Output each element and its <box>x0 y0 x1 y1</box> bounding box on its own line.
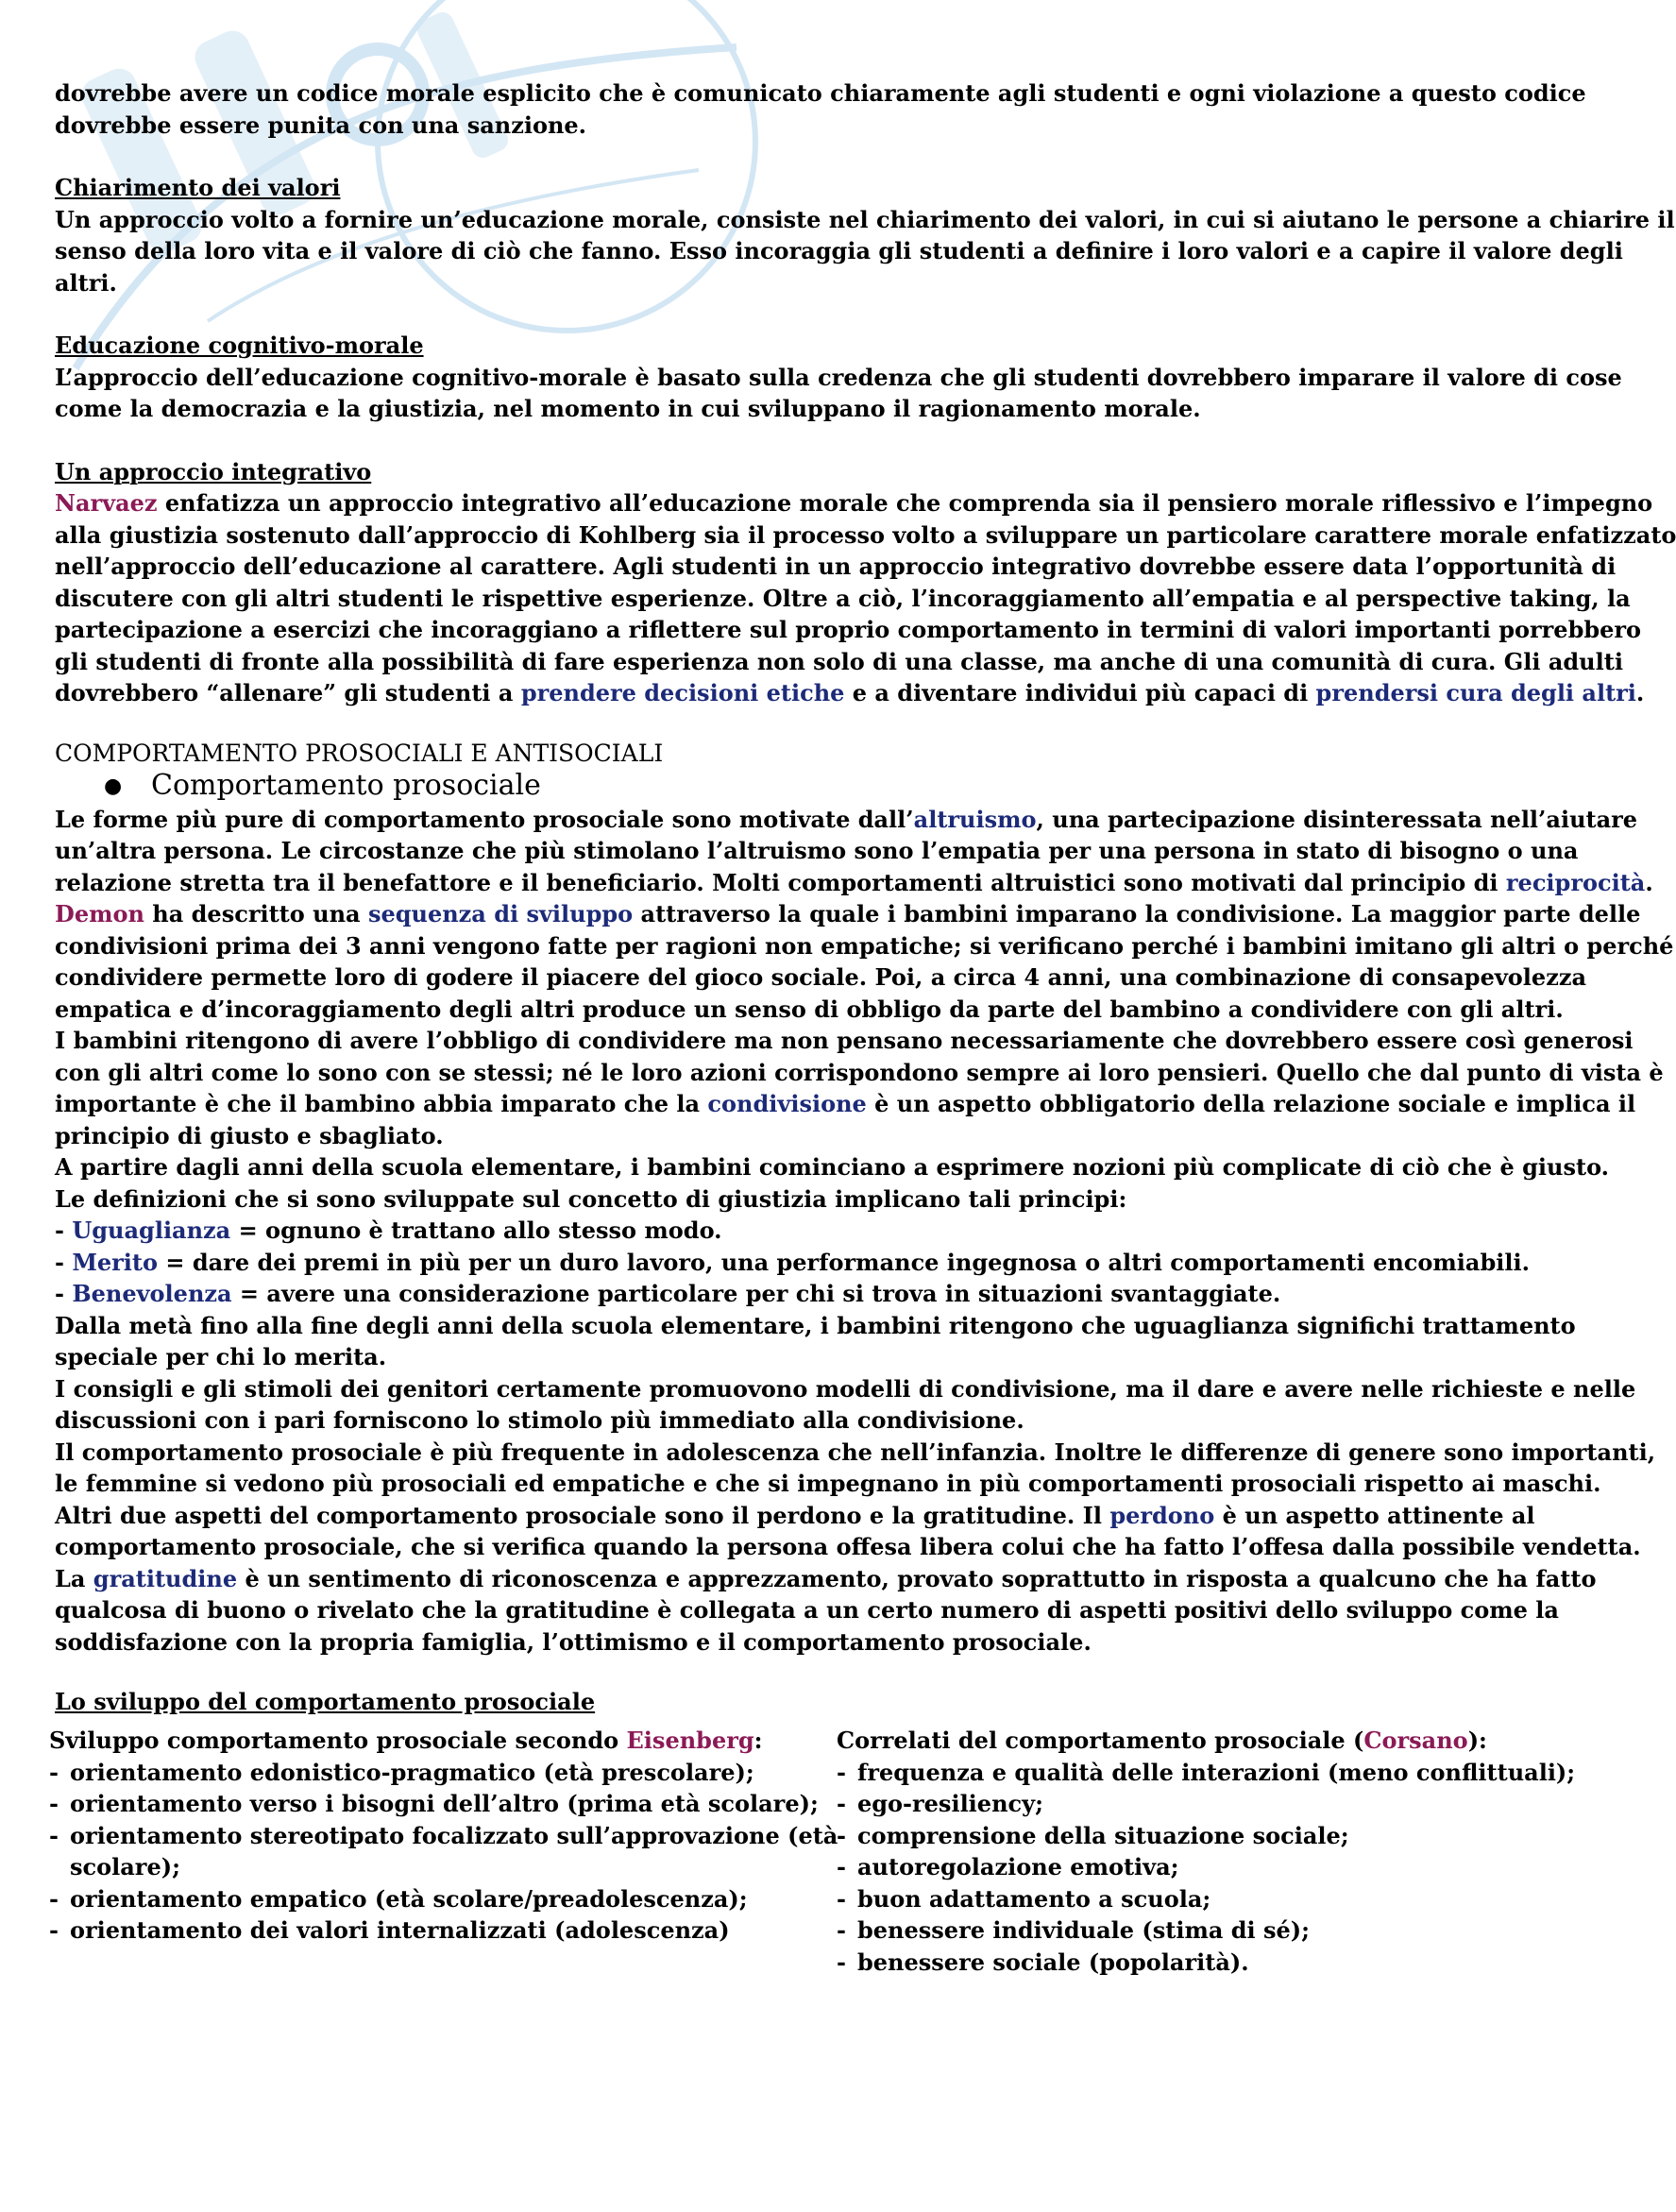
intro-line: dovrebbe avere un codice morale esplicito che è comunicato chiaramente agli studenti e ogni violazione a questo codice <box>55 79 1586 107</box>
paragraph-line: alla giustizia sostenuto dall’approccio di Kohlberg sia il processo volto a sviluppare un particolare carattere morale enfatizzato <box>55 520 1676 549</box>
paragraph-line: gli studenti di fronte alla possibilità di fare esperienza non solo di una classe, ma anche di una comunità di cura. Gli adulti <box>55 647 1623 675</box>
key-term: reciprocità <box>1505 868 1646 896</box>
paragraph-line: partecipazione a esercizi che incoraggiano a riflettere sul proprio comportamento in termini di valori importanti porrebbero <box>55 616 1642 643</box>
paragraph-line: importante è che il bambino abbia imparato che la condivisione è un aspetto obbligatorio della relazione sociale e implica il <box>55 1090 1636 1117</box>
paragraph-line: le femmine si vedono più prosociali ed empatiche e che si impegnano in più comportamenti prosociali rispetto ai maschi. <box>55 1470 1601 1497</box>
paragraph-line: Le definizioni che si sono sviluppate sul concetto di giustizia implicano tali principi: <box>55 1184 1127 1213</box>
key-term: prendersi cura degli altri <box>1315 679 1636 706</box>
list-item: - orientamento stereotipato focalizzato sull’approvazione (età <box>49 1821 838 1849</box>
paragraph-line: discussioni con i pari forniscono lo stimolo più immediato alla condivisione. <box>55 1406 1024 1434</box>
list-item: - comprensione della situazione sociale; <box>837 1821 1349 1849</box>
list-item-continuation: scolare); <box>70 1853 180 1880</box>
key-term: Merito <box>72 1248 159 1276</box>
paragraph-line: L’approccio dell’educazione cognitivo-morale è basato sulla credenza che gli studenti dovrebbero imparare il valore di cose <box>55 363 1622 391</box>
paragraph-line: speciale per chi lo merita. <box>55 1343 387 1370</box>
paragraph-line: soddisfazione con la propria famiglia, l’ottimismo e il comportamento prosociale. <box>55 1627 1092 1656</box>
eisenberg-column <box>49 1725 838 1947</box>
paragraph-line: Il comportamento prosociale è più frequente in adolescenza che nell’infanzia. Inoltre le differenze di genere sono importanti, <box>55 1438 1656 1466</box>
paragraph-line: La gratitudine è un sentimento di riconoscenza e apprezzamento, provato soprattutto in risposta a qualcuno che ha fatto <box>55 1564 1597 1592</box>
list-item: - autoregolazione emotiva; <box>837 1853 1179 1880</box>
paragraph-line: condividere permette loro di godere il piacere del gioco sociale. Poi, a circa 4 anni, una combinazione di consapevolezza <box>55 963 1587 991</box>
column-title: Correlati del comportamento prosociale (Corsano): <box>837 1727 1487 1754</box>
column-title: Sviluppo comportamento prosociale secondo Eisenberg: <box>49 1727 763 1754</box>
document-page <box>55 77 1676 1718</box>
paragraph-line: senso della loro vita e il valore di ciò che fanno. Esso incoraggia gli studenti a definire i loro valori e a capire il valore degli <box>55 237 1623 264</box>
paragraph-line: Demon ha descritto una sequenza di sviluppo attraverso la quale i bambini imparano la condivisione. La maggior parte delle <box>55 900 1641 927</box>
paragraph-line: principio di giusto e sbagliato. <box>55 1121 444 1149</box>
bullet-icon: ● <box>104 774 123 798</box>
subsection-title: ● Comportamento prosociale <box>93 769 1567 804</box>
key-term: Benevolenza <box>72 1280 232 1307</box>
list-item: - benessere sociale (popolarità). <box>837 1948 1249 1976</box>
paragraph-line: altri. <box>55 268 117 297</box>
paragraph-line: relazione stretta tra il benefattore e il beneficiario. Molti comportamenti altruistici sono motivati dal principio di reciprocità. <box>55 868 1653 896</box>
paragraph-line: dovrebbero “allenare” gli studenti a prendere decisioni etiche e a diventare individui più capaci di prendersi cura degli altri. <box>55 679 1645 706</box>
list-item: - orientamento edonistico-pragmatico (età prescolare); <box>49 1758 754 1786</box>
intro-line: dovrebbe essere punita con una sanzione. <box>55 111 587 139</box>
section-title: COMPORTAMENTO PROSOCIALI E ANTISOCIALI <box>55 739 664 767</box>
key-term: gratitudine <box>93 1564 238 1592</box>
paragraph-line: comportamento prosociale, che si verifica quando la persona offesa libera colui che ha fatto l’offesa dalla possibile vendetta. <box>55 1533 1641 1560</box>
key-term: condivisione <box>707 1090 867 1117</box>
paragraph-line: Narvaez enfatizza un approccio integrativo all’educazione morale che comprenda sia il pensiero morale riflessivo e l’impegno <box>55 489 1653 517</box>
paragraph-line: con gli altri come lo sono con se stessi; né le loro azioni corrispondono sempre ai loro pensieri. Quello che dal punto di vista è <box>55 1058 1664 1086</box>
paragraph-line: Un approccio volto a fornire un’educazione morale, consiste nel chiarimento dei valori, in cui si aiutano le persone a chiarire il <box>55 205 1675 233</box>
paragraph-line: come la democrazia e la giustizia, nel momento in cui sviluppano il ragionamento morale. <box>55 395 1201 422</box>
key-term: Uguaglianza <box>72 1217 231 1244</box>
paragraph-line: discutere con gli altri studenti le rispettive esperienze. Oltre a ciò, l’incoraggiamento all’empatia e al perspective taking, la <box>55 584 1631 612</box>
principle-item: - Benevolenza = avere una considerazione particolare per chi si trova in situazioni svantaggiate. <box>55 1280 1281 1307</box>
paragraph-line: A partire dagli anni della scuola elementare, i bambini cominciano a esprimere nozioni più complicate di ciò che è giusto. <box>55 1153 1610 1181</box>
paragraph-line: nell’approccio dell’educazione al carattere. Agli studenti in un approccio integrativo dovrebbe essere data l’opportunità di <box>55 553 1617 580</box>
author-name: Eisenberg <box>626 1727 754 1754</box>
paragraph-line: I bambini ritengono di avere l’obbligo di condividere ma non pensano necessariamente che dovrebbero essere così generosi <box>55 1027 1634 1054</box>
list-item: - buon adattamento a scuola; <box>837 1884 1211 1913</box>
paragraph-line: Altri due aspetti del comportamento prosociale sono il perdono e la gratitudine. Il perdono è un aspetto attinente al <box>55 1501 1535 1529</box>
principle-item: - Uguaglianza = ognuno è trattano allo stesso modo. <box>55 1217 722 1244</box>
author-name: Narvaez <box>55 489 158 517</box>
principle-item: - Merito = dare dei premi in più per un duro lavoro, una performance ingegnosa o altri comportamenti encomiabili. <box>55 1248 1530 1276</box>
key-term: sequenza di sviluppo <box>367 900 634 927</box>
list-item: - orientamento empatico (età scolare/preadolescenza); <box>49 1884 748 1913</box>
list-item: - ego-resiliency; <box>837 1790 1043 1817</box>
heading-chiarimento: Chiarimento dei valori <box>55 174 341 201</box>
author-name: Demon <box>55 900 144 927</box>
heading-integrativo: Un approccio integrativo <box>55 457 372 485</box>
list-item: - benessere individuale (stima di sé); <box>837 1916 1311 1944</box>
author-name: Corsano <box>1363 1727 1468 1754</box>
paragraph-line: qualcosa di buono o rivelato che la gratitudine è collegata a un certo numero di aspetti positivi dello sviluppo come la <box>55 1596 1559 1624</box>
heading-cognitivo: Educazione cognitivo-morale <box>55 332 424 359</box>
paragraph-line: I consigli e gli stimoli dei genitori certamente promuovono modelli di condivisione, ma il dare e avere nelle richieste e nelle <box>55 1374 1636 1403</box>
paragraph-line: condivisioni prima dei 3 anni vengono fatte per ragioni non empatiche; si verificano perché i bambini imitano gli altri o perché <box>55 931 1674 960</box>
paragraph-line: un’altra persona. Le circostanze che più stimolano l’altruismo sono l’empatia per una persona in stato di bisogno o una <box>55 837 1579 864</box>
list-item: - frequenza e qualità delle interazioni (meno conflittuali); <box>837 1758 1576 1786</box>
paragraph-line: Le forme più pure di comportamento prosociale sono motivate dall’altruismo, una partecipazione disinteressata nell’aiutare <box>55 805 1638 833</box>
key-term: perdono <box>1109 1501 1215 1529</box>
key-term: prendere decisioni etiche <box>520 679 845 706</box>
heading-sviluppo: Lo sviluppo del comportamento prosociale <box>55 1688 596 1715</box>
key-term: altruismo <box>913 805 1037 833</box>
corsano-column <box>837 1725 1576 1978</box>
list-item: - orientamento verso i bisogni dell’altro (prima età scolare); <box>49 1790 819 1817</box>
list-item: - orientamento dei valori internalizzati (adolescenza) <box>49 1916 730 1944</box>
paragraph-line: Dalla metà fino alla fine degli anni della scuola elementare, i bambini ritengono che uguaglianza significhi trattamento <box>55 1311 1576 1339</box>
paragraph-line: empatica e d’incoraggiamento degli altri produce un senso di obbligo da parte del bambino a condividere con gli altri. <box>55 995 1564 1023</box>
